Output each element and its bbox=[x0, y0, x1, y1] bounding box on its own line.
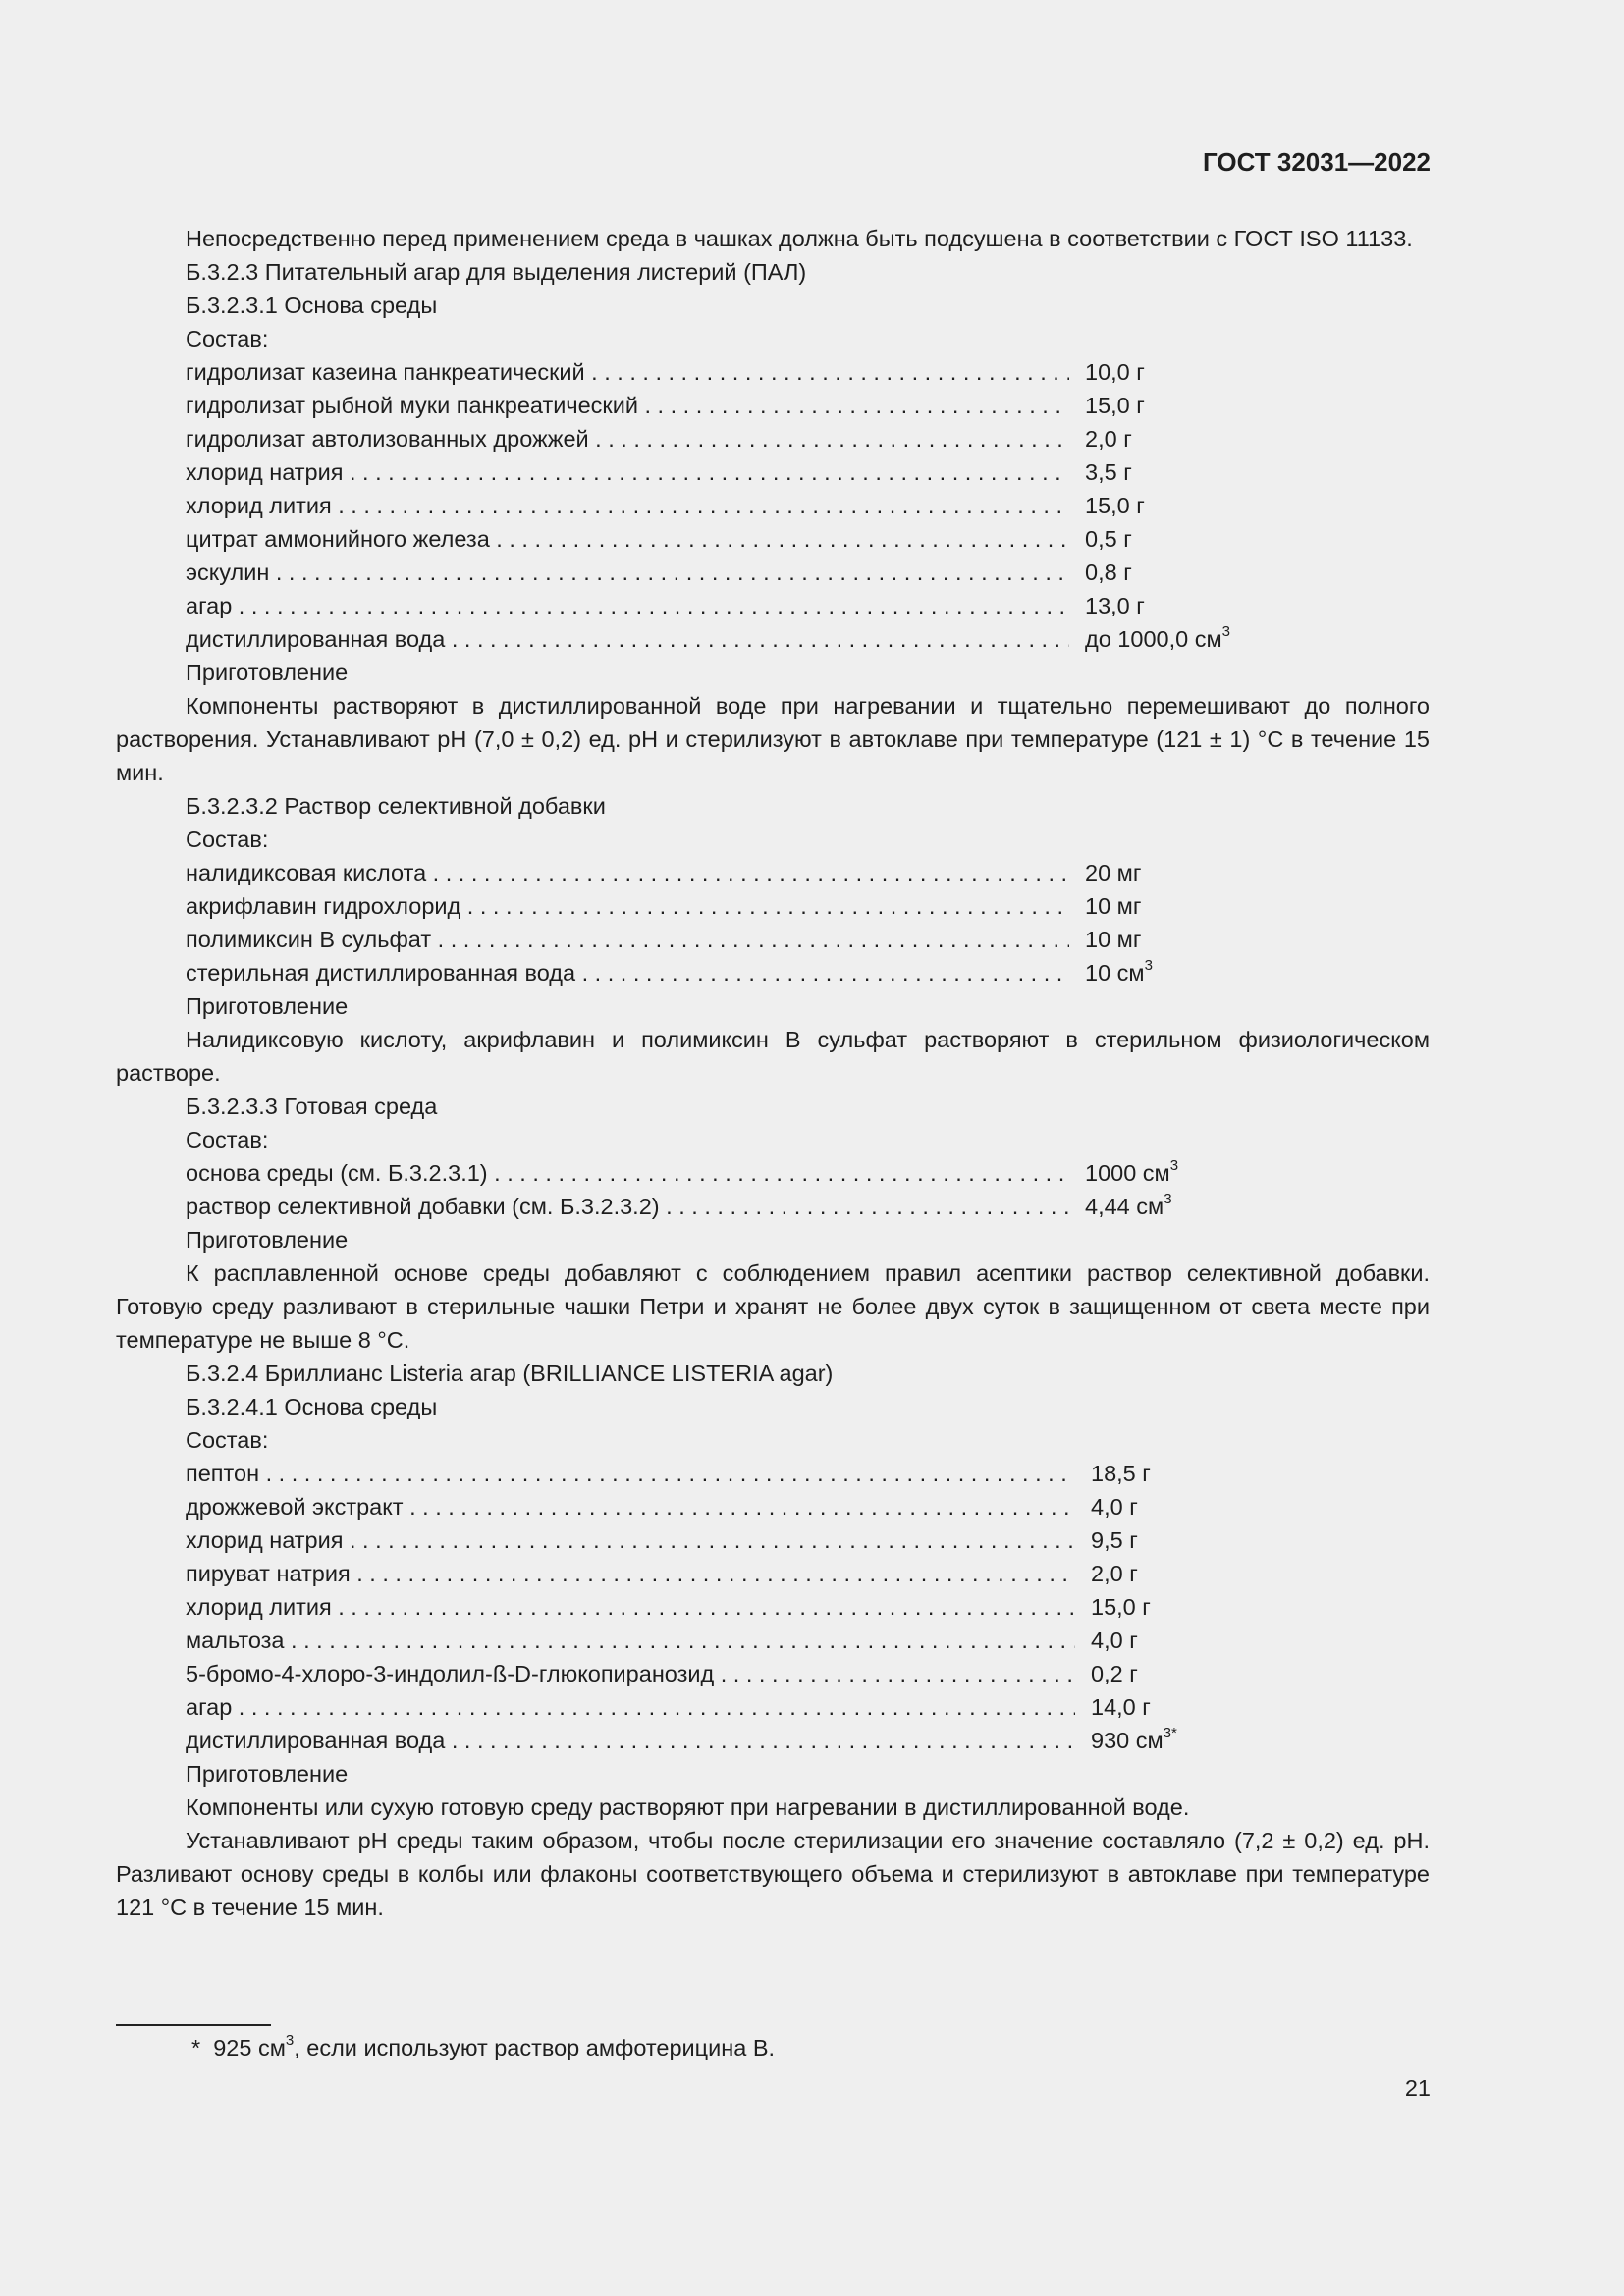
ingredient-name: хлорид натрия . . . bbox=[186, 455, 1069, 489]
preparation-text: Компоненты растворяют в дистиллированной воде при нагревании и тщательно перемешивают до полного растворения. Устанавливают pH (7,0 ± 0,2) ед. pH и стерилизуют в автоклаве при температуре (121 ± 1) °С в течение 15 мин. bbox=[116, 693, 1430, 785]
ingredient-row bbox=[116, 1590, 1430, 1624]
ingredient-name: основа среды (см. Б.3.2.3.1) . . . bbox=[186, 1156, 1069, 1190]
footnote-text: , если используют раствор амфотерицина В. bbox=[294, 2035, 776, 2060]
preparation-label: Приготовление bbox=[186, 993, 349, 1019]
composition-label: Состав: bbox=[186, 827, 269, 852]
ingredient-row bbox=[116, 1624, 1430, 1657]
ingredient-name: дрожжевой экстракт . . . bbox=[186, 1490, 1075, 1523]
preparation-text: Компоненты или сухую готовую среду растворяют при нагревании в дистиллированной воде. bbox=[186, 1794, 1190, 1820]
ingredient-list bbox=[116, 1457, 1430, 1757]
ingredient-value: 0,2 г bbox=[1091, 1661, 1138, 1686]
ingredient-value: 4,0 г bbox=[1091, 1494, 1138, 1520]
ingredient-value: 3,5 г bbox=[1085, 459, 1132, 485]
ingredient-row bbox=[116, 923, 1430, 956]
ingredient-row bbox=[116, 556, 1430, 589]
ingredient-value: 0,5 г bbox=[1085, 526, 1132, 552]
ingredient-row bbox=[116, 1557, 1430, 1590]
subsection-heading: Б.3.2.3.1 Основа среды bbox=[186, 293, 438, 318]
preparation-text: Устанавливают pH среды таким образом, чтобы после стерилизации его значение составляло (7,2 ± 0,2) ед. pH. Разливают основу среды в колбы или флаконы соответствующего объема и стерилизуют в автоклаве при температуре 121 °С в течение 15 мин. bbox=[116, 1828, 1430, 1920]
subsection-heading: Б.3.2.3.2 Раствор селективной добавки bbox=[186, 793, 606, 819]
ingredient-value: 10 мг bbox=[1085, 927, 1142, 952]
ingredient-name: хлорид лития . . . bbox=[186, 1590, 1075, 1624]
ingredient-row bbox=[116, 389, 1430, 422]
footnote-mark: * bbox=[191, 2035, 201, 2060]
intro-paragraph: Непосредственно перед применением среда в чашках должна быть подсушена в соответствии с ГОСТ ISO 11133. bbox=[186, 226, 1413, 251]
ingredient-list bbox=[116, 1156, 1430, 1223]
ingredient-row bbox=[116, 455, 1430, 489]
ingredient-name: полимиксин В сульфат . . . bbox=[186, 923, 1069, 956]
ingredient-name: хлорид натрия . . . bbox=[186, 1523, 1075, 1557]
standard-number: ГОСТ 32031—2022 bbox=[1203, 147, 1431, 177]
ingredient-value: 1000 $см^3$ bbox=[1085, 1157, 1179, 1186]
ingredient-row bbox=[116, 1724, 1430, 1757]
ingredient-name: пептон . . . bbox=[186, 1457, 1075, 1490]
preparation-text: Налидиксовую кислоту, акрифлавин и полимиксин В сульфат растворяют в стерильном физиологическом растворе. bbox=[116, 1027, 1430, 1086]
ingredient-value: 20 мг bbox=[1085, 860, 1142, 885]
preparation-label: Приготовление bbox=[186, 660, 349, 685]
page-number: 21 bbox=[1404, 2075, 1431, 2101]
ingredient-name: гидролизат рыбной муки панкреатический . . . bbox=[186, 389, 1069, 422]
ingredient-name: дистиллированная вода . . . bbox=[186, 622, 1069, 656]
ingredient-value: 2,0 г bbox=[1085, 426, 1132, 452]
ingredient-value: 10 мг bbox=[1085, 893, 1142, 919]
section-heading: Б.3.2.4 Бриллианс Listeria агар (BRILLIANCE LISTERIA agar) bbox=[186, 1361, 834, 1386]
ingredient-name: раствор селективной добавки (см. Б.3.2.3.2) . . . bbox=[186, 1190, 1069, 1223]
ingredient-value: 13,0 г bbox=[1085, 593, 1145, 618]
ingredient-name: налидиксовая кислота . . . bbox=[186, 856, 1069, 889]
ingredient-row bbox=[116, 1690, 1430, 1724]
composition-label: Состав: bbox=[186, 1427, 269, 1453]
ingredient-value: 4,44 $см^3$ bbox=[1085, 1191, 1172, 1219]
ingredient-row bbox=[116, 522, 1430, 556]
ingredient-row bbox=[116, 889, 1430, 923]
ingredient-list bbox=[116, 355, 1430, 656]
composition-label: Состав: bbox=[186, 1127, 269, 1152]
ingredient-row bbox=[116, 622, 1430, 656]
ingredient-row bbox=[116, 1156, 1430, 1190]
preparation-label: Приготовление bbox=[186, 1761, 349, 1787]
ingredient-value: 4,0 г bbox=[1091, 1628, 1138, 1653]
ingredient-name: пируват натрия . . . bbox=[186, 1557, 1075, 1590]
ingredient-value: 15,0 г bbox=[1085, 393, 1145, 418]
ingredient-name: дистиллированная вода . . . bbox=[186, 1724, 1075, 1757]
section-heading: Б.3.2.3 Питательный агар для выделения листерий (ПАЛ) bbox=[186, 259, 807, 285]
ingredient-name: цитрат аммонийного железа . . . bbox=[186, 522, 1069, 556]
ingredient-row bbox=[116, 1657, 1430, 1690]
ingredient-value: 930 $см^{3*}$ bbox=[1091, 1725, 1177, 1753]
ingredient-row bbox=[116, 1523, 1430, 1557]
composition-label: Состав: bbox=[186, 326, 269, 351]
ingredient-row bbox=[116, 589, 1430, 622]
ingredient-name: эскулин . . . bbox=[186, 556, 1069, 589]
ingredient-value: 10 $см^3$ bbox=[1085, 957, 1153, 986]
footnote-rule bbox=[116, 2024, 271, 2026]
ingredient-row bbox=[116, 355, 1430, 389]
ingredient-name: агар . . . bbox=[186, 1690, 1075, 1724]
ingredient-value: 0,8 г bbox=[1085, 560, 1132, 585]
ingredient-row bbox=[116, 1490, 1430, 1523]
footnote: * 925 $см^3$, если используют раствор амфотерицина В. bbox=[191, 2032, 776, 2060]
ingredient-name: 5-бромо-4-хлоро-3-индолил-ß-D-глюкопиранозид . . . bbox=[186, 1657, 1075, 1690]
ingredient-value: 2,0 г bbox=[1091, 1561, 1138, 1586]
ingredient-row bbox=[116, 956, 1430, 989]
ingredient-row bbox=[116, 422, 1430, 455]
ingredient-name: стерильная дистиллированная вода . . . bbox=[186, 956, 1069, 989]
preparation-text: К расплавленной основе среды добавляют с соблюдением правил асептики раствор селективной добавки. Готовую среду разливают в стерильные чашки Петри и хранят не более двух суток в защищенном от света месте при температуре не выше 8 °С. bbox=[116, 1260, 1430, 1353]
ingredient-row bbox=[116, 1457, 1430, 1490]
ingredient-value: 15,0 г bbox=[1085, 493, 1145, 518]
ingredient-row bbox=[116, 1190, 1430, 1223]
ingredient-value: 9,5 г bbox=[1091, 1527, 1138, 1553]
ingredient-name: хлорид лития . . . bbox=[186, 489, 1069, 522]
ingredient-name: гидролизат автолизованных дрожжей . . . bbox=[186, 422, 1069, 455]
ingredient-value: 10,0 г bbox=[1085, 359, 1145, 385]
ingredient-value: 18,5 г bbox=[1091, 1461, 1151, 1486]
page-content bbox=[116, 222, 1430, 1924]
ingredient-value: 15,0 г bbox=[1091, 1594, 1151, 1620]
ingredient-value: 14,0 г bbox=[1091, 1694, 1151, 1720]
footnote-value: 925 см bbox=[213, 2035, 286, 2060]
ingredient-name: мальтоза . . . bbox=[186, 1624, 1075, 1657]
preparation-label: Приготовление bbox=[186, 1227, 349, 1253]
ingredient-row bbox=[116, 856, 1430, 889]
ingredient-list bbox=[116, 856, 1430, 989]
subsection-heading: Б.3.2.3.3 Готовая среда bbox=[186, 1094, 438, 1119]
ingredient-row bbox=[116, 489, 1430, 522]
subsection-heading: Б.3.2.4.1 Основа среды bbox=[186, 1394, 438, 1419]
ingredient-name: агар . . . bbox=[186, 589, 1069, 622]
ingredient-name: гидролизат казеина панкреатический . . . bbox=[186, 355, 1069, 389]
ingredient-value: до 1000,0 $см^3$ bbox=[1085, 623, 1230, 652]
ingredient-name: акрифлавин гидрохлорид . . . bbox=[186, 889, 1069, 923]
